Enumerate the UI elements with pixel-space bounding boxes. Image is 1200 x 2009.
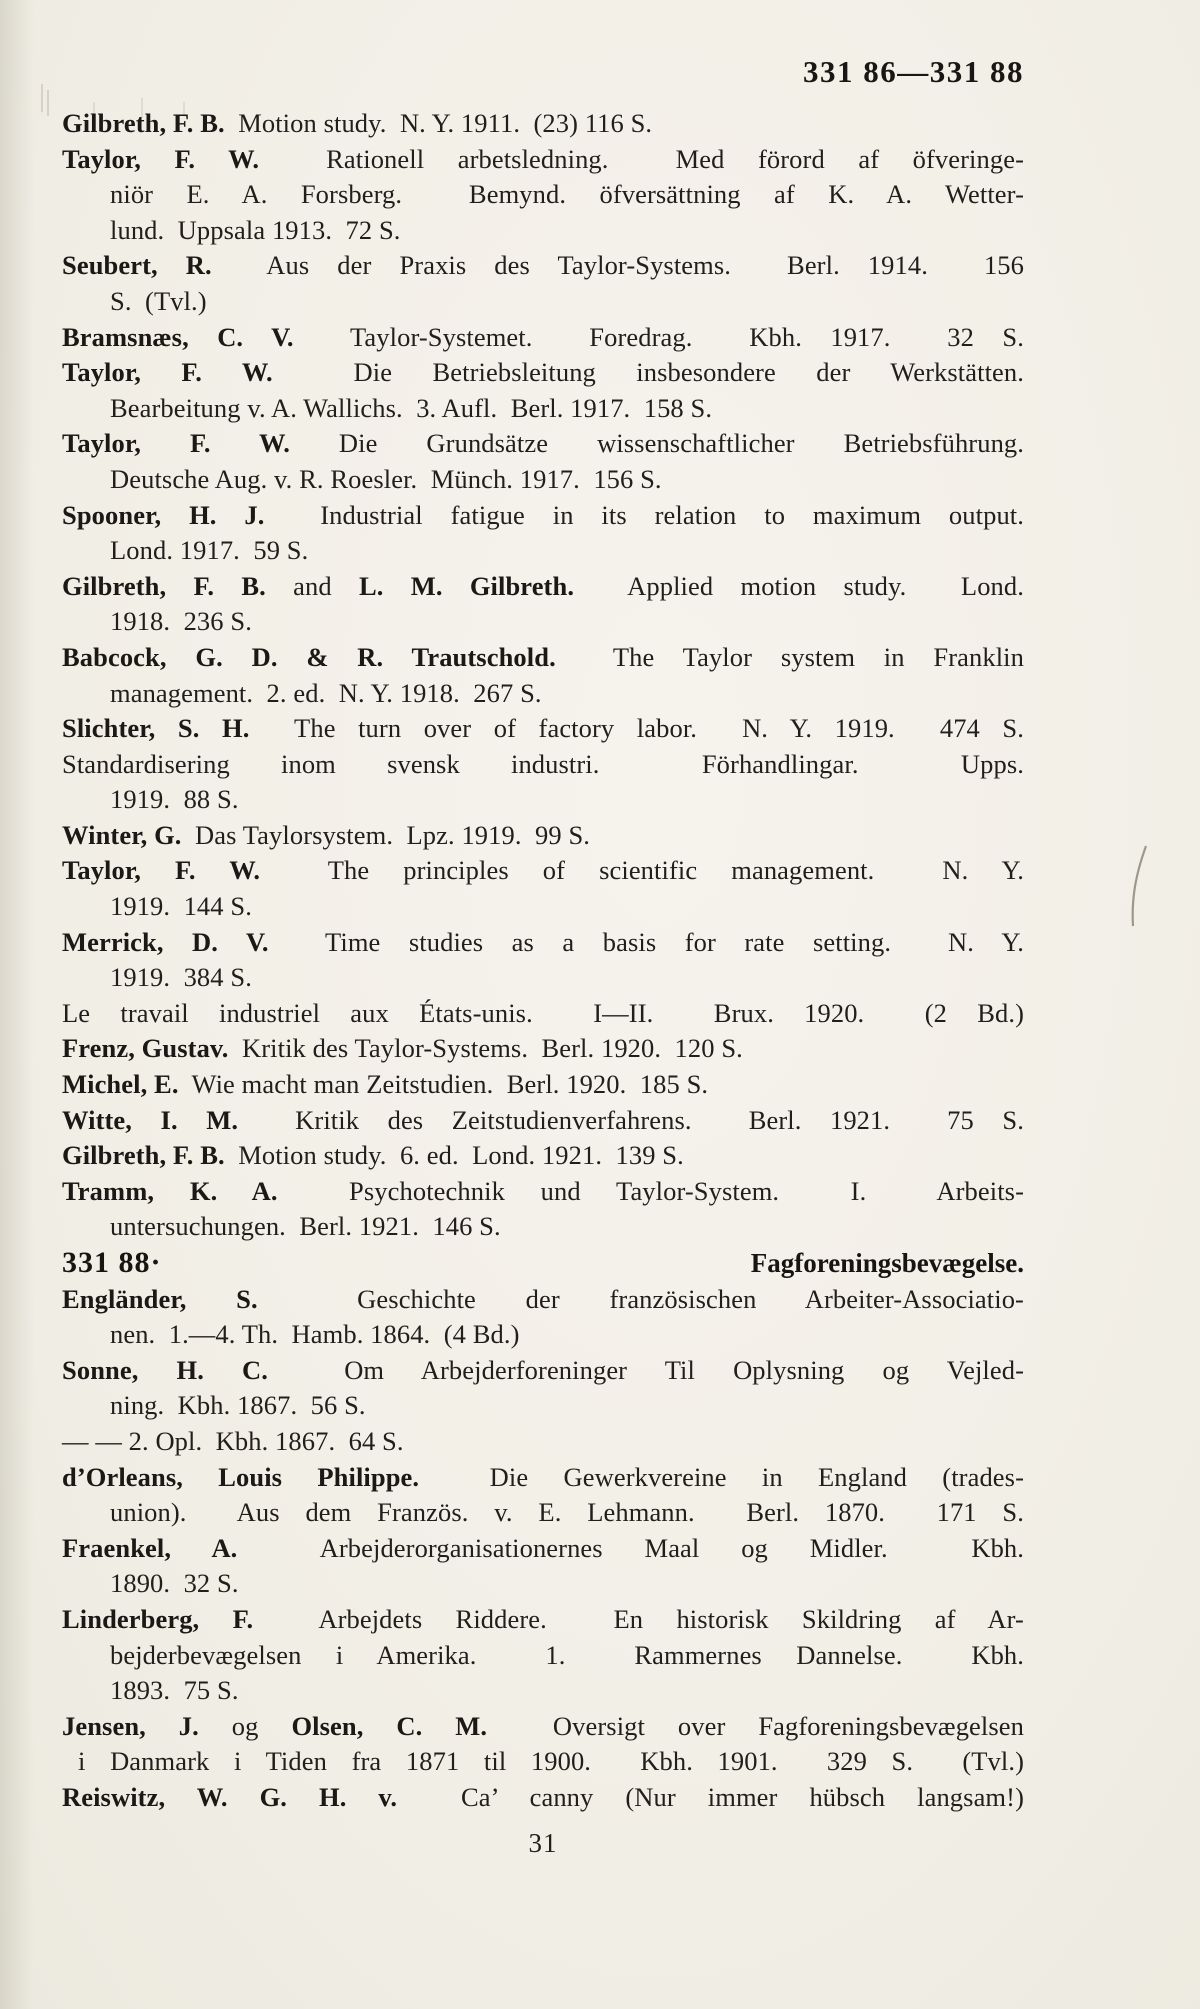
entry-text: Psychotechnik und Taylor-System. I. Arbeits- <box>277 1175 1024 1206</box>
bibliography-entry <box>62 1103 1024 1139</box>
entry-text: Motion study. 6. ed. Lond. 1921. 139 S. <box>224 1140 684 1171</box>
entry-author: Taylor, F. W. <box>62 357 273 388</box>
entry-line <box>62 177 1024 213</box>
entry-author: Witte, I. M. <box>62 1104 239 1135</box>
entry-text: management. 2. ed. N. Y. 1918. 267 S. <box>110 677 542 708</box>
entry-author: Gilbreth, F. B. <box>62 570 266 601</box>
entry-author: d’Orleans, Louis Philippe. <box>62 1461 420 1492</box>
entry-author: Seubert, R. <box>62 250 212 281</box>
entry-text: Rationell arbetsledning. Med förord af öfveringe- <box>259 143 1025 174</box>
bibliography-entry <box>62 1353 1024 1424</box>
entry-line <box>62 1103 1024 1139</box>
entry-line <box>62 1460 1024 1496</box>
entry-line <box>62 106 1024 142</box>
bibliography-entry <box>62 711 1024 747</box>
entry-line <box>62 711 1024 747</box>
bibliography-entry <box>62 320 1024 356</box>
entry-text: 1918. 236 S. <box>110 606 252 637</box>
entry-author: Fraenkel, A. <box>62 1532 238 1563</box>
section-title: Fagforeningsbevægelse. <box>750 1248 1024 1278</box>
section-header <box>62 1245 1024 1282</box>
entry-line <box>62 1317 1024 1353</box>
entry-line <box>62 604 1024 640</box>
entry-line <box>62 391 1024 427</box>
entry-line <box>62 676 1024 712</box>
pen-mark <box>1122 842 1158 930</box>
entry-text: Deutsche Aug. v. R. Roesler. Münch. 1917. 156 S. <box>110 463 662 494</box>
entry-line <box>62 462 1024 498</box>
entry-author: Olsen, C. M. <box>291 1710 488 1741</box>
entry-text: 1919. 384 S. <box>110 962 252 993</box>
entry-line <box>62 960 1024 996</box>
entry-text: Bearbeitung v. A. Wallichs. 3. Aufl. Berl. 1917. 158 S. <box>110 392 713 423</box>
entry-text: Le travail industriel aux États-unis. I—II. Brux. 1920. (2 Bd.) <box>62 997 1024 1028</box>
entry-author: Merrick, D. V. <box>62 926 269 957</box>
entry-line <box>62 1424 1024 1460</box>
entry-author: Linderberg, F. <box>62 1603 254 1634</box>
entry-text: Wie macht man Zeitstudien. Berl. 1920. 185 S. <box>178 1069 709 1100</box>
entry-author: Spooner, H. J. <box>62 499 265 530</box>
page-edge-shading <box>0 0 34 2009</box>
entry-line <box>62 569 1024 605</box>
entry-text: Aus der Praxis des Taylor-Systems. Berl. 1914. 156 <box>211 250 1024 281</box>
entry-line <box>62 1282 1024 1318</box>
entry-text: og <box>198 1710 292 1741</box>
entry-line <box>62 1388 1024 1424</box>
entry-author: Taylor, F. W. <box>62 143 260 174</box>
entry-text: union). Aus dem Französ. v. E. Lehmann. Berl. 1870. 171 S. <box>110 1497 1024 1528</box>
bibliography-entry <box>62 1780 1024 1816</box>
entry-text: ning. Kbh. 1867. 56 S. <box>110 1390 366 1421</box>
entry-line <box>62 533 1024 569</box>
entry-author: Michel, E. <box>62 1069 179 1100</box>
entry-text: 1919. 88 S. <box>110 784 239 815</box>
entry-text: Kritik des Zeitstudienverfahrens. Berl. 1921. 75 S. <box>238 1104 1024 1135</box>
bibliography-entry <box>62 1424 1024 1460</box>
entry-text: 1919. 144 S. <box>110 891 252 922</box>
entry-line <box>62 996 1024 1032</box>
bibliography-entry <box>62 498 1024 569</box>
entry-text: 1893. 75 S. <box>110 1675 239 1706</box>
entry-text: Arbejdets Riddere. En historisk Skildring af Ar- <box>253 1603 1024 1634</box>
bibliography-entry <box>62 640 1024 711</box>
entry-line <box>62 355 1024 391</box>
entry-text: Ca’ canny (Nur immer hübsch langsam!) <box>397 1781 1024 1812</box>
entry-line <box>62 248 1024 284</box>
entry-line <box>62 640 1024 676</box>
entry-author: Taylor, F. W. <box>62 428 290 459</box>
bibliography-entry <box>62 1460 1024 1531</box>
entry-author: Taylor, F. W. <box>62 855 261 886</box>
entry-text: The principles of scientific management. N. Y. <box>260 855 1024 886</box>
entry-line <box>62 213 1024 249</box>
entry-text: Das Taylorsystem. Lpz. 1919. 99 S. <box>181 819 591 850</box>
entry-line <box>62 1673 1024 1709</box>
entry-text: bejderbevægelsen i Amerika. 1. Rammernes Dannelse. Kbh. <box>110 1639 1024 1670</box>
entry-text: The Taylor system in Franklin <box>555 641 1024 672</box>
entry-line <box>62 818 1024 854</box>
entry-text: Die Betriebsleitung insbesondere der Werkstätten. <box>272 357 1024 388</box>
entry-text: Arbejderorganisationernes Maal og Midler. Kbh. <box>237 1532 1025 1563</box>
bibliography-entry <box>62 996 1024 1032</box>
entry-line <box>62 426 1024 462</box>
entry-author: Frenz, Gustav. <box>62 1033 229 1064</box>
entry-text: lund. Uppsala 1913. 72 S. <box>110 214 401 245</box>
bibliography-entry <box>62 142 1024 249</box>
entry-text: Taylor-Systemet. Foredrag. Kbh. 1917. 32 S. <box>293 321 1024 352</box>
entry-text: niör E. A. Forsberg. Bemynd. öfversättning af K. A. Wetter- <box>110 179 1024 210</box>
entry-line <box>62 142 1024 178</box>
entry-author: Winter, G. <box>62 819 182 850</box>
entry-line <box>62 1602 1024 1638</box>
entry-text: Oversigt over Fagforeningsbevægelsen <box>487 1710 1024 1741</box>
entry-line <box>62 1353 1024 1389</box>
entry-author: Sonne, H. C. <box>62 1354 269 1385</box>
entry-line <box>62 1709 1024 1745</box>
entry-line <box>62 1531 1024 1567</box>
entry-line <box>62 925 1024 961</box>
entry-line <box>62 1780 1024 1816</box>
entry-line <box>62 1744 1024 1780</box>
entry-author: Reiswitz, W. G. H. v. <box>62 1781 398 1812</box>
entry-author: Gilbreth, F. B. <box>62 1140 225 1171</box>
entry-line <box>62 1031 1024 1067</box>
page-number: 31 <box>528 1828 558 1858</box>
entry-line <box>62 1138 1024 1174</box>
entry-line <box>62 1174 1024 1210</box>
bibliography-entry <box>62 1138 1024 1174</box>
bibliography-entry <box>62 925 1024 996</box>
bibliography-entry <box>62 853 1024 924</box>
entry-line <box>62 1495 1024 1531</box>
entry-text: untersuchungen. Berl. 1921. 146 S. <box>110 1211 501 1242</box>
bibliography-entry <box>62 1174 1024 1245</box>
entry-line <box>62 747 1024 783</box>
bibliography-entry <box>62 569 1024 640</box>
entry-line <box>62 284 1024 320</box>
entry-text: S. (Tvl.) <box>110 285 207 316</box>
entry-author: Jensen, J. <box>62 1710 199 1741</box>
bibliography-entry <box>62 1709 1024 1780</box>
entry-author: Slichter, S. H. <box>62 713 250 744</box>
entry-text: Om Arbejderforeninger Til Oplysning og Vejled- <box>268 1354 1025 1385</box>
section-number: 331 88· <box>62 1246 162 1279</box>
entry-line <box>62 1566 1024 1602</box>
entry-line <box>62 1067 1024 1103</box>
entry-text: nen. 1.—4. Th. Hamb. 1864. (4 Bd.) <box>110 1319 520 1350</box>
entry-line <box>62 782 1024 818</box>
entry-text: Applied motion study. Lond. <box>574 570 1024 601</box>
entry-line <box>62 889 1024 925</box>
entry-text: The turn over of factory labor. N. Y. 1919. 474 S. <box>249 713 1024 744</box>
bibliography-entry <box>62 1282 1024 1353</box>
entry-line <box>62 320 1024 356</box>
bibliography-entry <box>62 747 1024 818</box>
entry-author: L. M. Gilbreth. <box>358 570 575 601</box>
entry-author: Engländer, S. <box>62 1283 258 1314</box>
bibliography-entry <box>62 106 1024 142</box>
entry-text: Die Grundsätze wissenschaftlicher Betriebsführung. <box>289 428 1025 459</box>
entry-text: Time studies as a basis for rate setting. N. Y. <box>268 926 1024 957</box>
entry-line <box>62 1638 1024 1674</box>
bibliography-entry <box>62 248 1024 319</box>
entry-line <box>62 853 1024 889</box>
entry-text: 1890. 32 S. <box>110 1568 239 1599</box>
entry-text: Geschichte der französischen Arbeiter-Associatio- <box>257 1283 1024 1314</box>
entry-text: Die Gewerkvereine in England (trades- <box>419 1461 1024 1492</box>
bibliography-entry <box>62 818 1024 854</box>
entry-author: Gilbreth, F. B. <box>62 108 225 138</box>
bibliography-entry <box>62 1031 1024 1067</box>
bibliography-entry <box>62 426 1024 497</box>
entry-text: Standardisering inom svensk industri. Förhandlingar. Upps. <box>62 748 1024 779</box>
bibliography-entry <box>62 1067 1024 1103</box>
entry-line <box>62 1209 1024 1245</box>
running-head: 331 86—331 88 <box>803 54 1024 89</box>
entry-author: Babcock, G. D. & R. Trautschold. <box>62 641 556 672</box>
bibliography-entry <box>62 1602 1024 1709</box>
entry-text: — — 2. Opl. Kbh. 1867. 64 S. <box>62 1425 404 1456</box>
entry-line <box>62 498 1024 534</box>
entry-text: i Danmark i Tiden fra 1871 til 1900. Kbh. 1901. 329 S. (Tvl.) <box>78 1746 1024 1777</box>
entry-author: Tramm, K. A. <box>62 1175 278 1206</box>
entry-author: Bramsnæs, C. V. <box>62 321 294 352</box>
bibliography-content <box>62 106 1024 1816</box>
entry-text: Industrial fatigue in its relation to maximum output. <box>264 499 1024 530</box>
bibliography-entry <box>62 355 1024 426</box>
entry-text: Kritik des Taylor-Systems. Berl. 1920. 120 S. <box>228 1033 743 1064</box>
bibliography-entry <box>62 1531 1024 1602</box>
entry-text: Motion study. N. Y. 1911. (23) 116 S. <box>224 108 653 138</box>
entry-text: and <box>265 570 359 601</box>
entry-text: Lond. 1917. 59 S. <box>110 535 309 566</box>
